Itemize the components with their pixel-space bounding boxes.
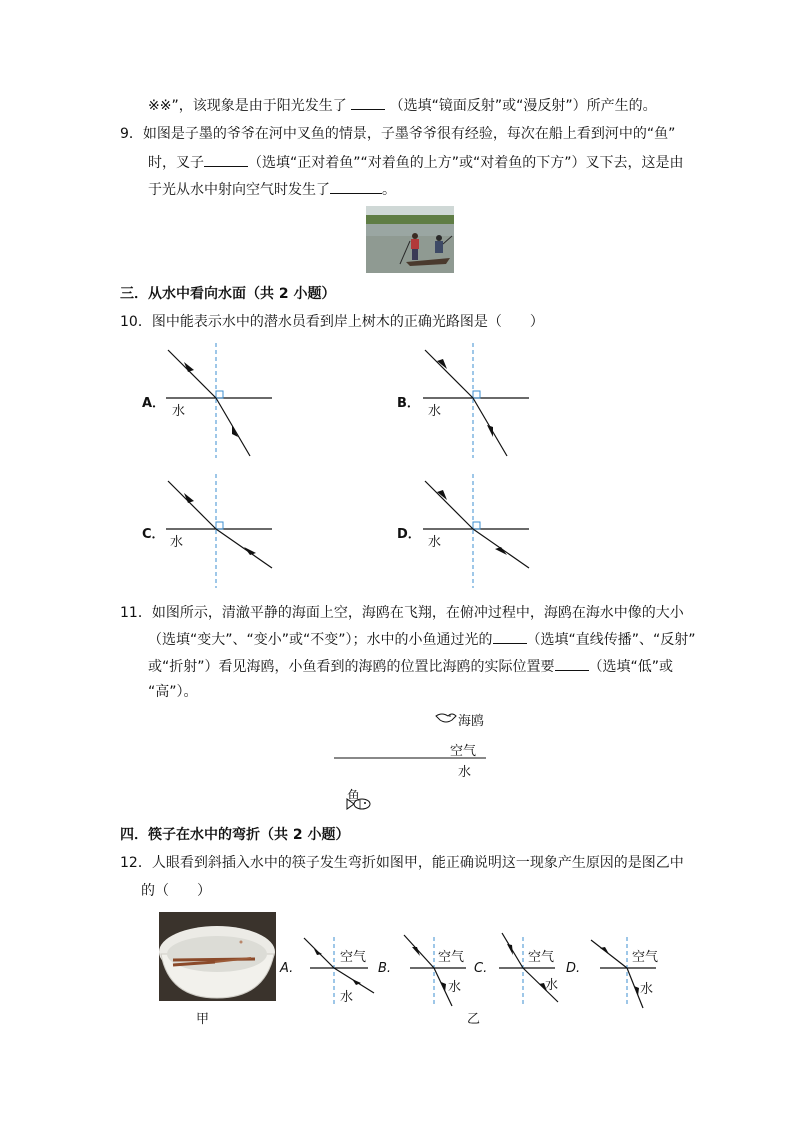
q10-option-c-label[interactable]: C． <box>142 527 165 542</box>
q12-b-water-label: 水 <box>448 980 462 995</box>
q12-c-water-label: 水 <box>545 978 559 993</box>
q11-line-4: “高”）。 <box>148 684 198 700</box>
q11-air-label: 空气 <box>450 744 477 759</box>
q10-option-d-label[interactable]: D． <box>397 527 421 542</box>
q12-d-water-label: 水 <box>640 982 654 997</box>
q12-c-air-label: 空气 <box>528 950 555 965</box>
q12-line-1: 12．人眼看到斜插入水中的筷子发生弯折如图甲，能正确说明这一现象产生原因的是图乙中 <box>120 855 684 871</box>
q12-b-air-label: 空气 <box>438 950 465 965</box>
q12-figure-jia-caption: 甲 <box>196 1012 210 1027</box>
q12-figure-yi-caption: 乙 <box>467 1012 481 1027</box>
q10-d-water-label: 水 <box>428 535 442 550</box>
section-4-title: 四．筷子在水中的弯折（共 2 小题） <box>120 827 350 843</box>
q11-water-label: 水 <box>458 765 472 780</box>
q12-option-c-label[interactable]: C. <box>474 961 488 976</box>
q11-line-1: 11．如图所示，清澈平静的海面上空，海鸥在飞翔，在俯冲过程中，海鸥在海水中像的大小 <box>120 605 684 621</box>
q10-b-water-label: 水 <box>428 404 442 419</box>
q12-a-water-label: 水 <box>340 990 354 1005</box>
q11-line-2-start: （选填“变大”、“变小”或“不变”）；水中的小鱼通过光的 <box>148 632 493 648</box>
q10-option-a-label[interactable]: A． <box>142 396 166 411</box>
q8-tail-text: ※※”，该现象是由于阳光发生了 <box>148 98 347 114</box>
q10-option-b-label[interactable]: B． <box>397 396 420 411</box>
q11-fish-label: 鱼 <box>347 789 361 804</box>
q12-option-b-label[interactable]: B. <box>378 961 392 976</box>
q11-line-3-start: 或“折射”）看见海鸥，小鱼看到的海鸥的位置比海鸥的实际位置要 <box>148 659 555 675</box>
q12-option-d-label[interactable]: D. <box>566 961 581 976</box>
q11-gull-label: 海鸥 <box>458 714 485 729</box>
section-3-title: 三．从水中看向水面（共 2 小题） <box>120 286 336 302</box>
q12-a-air-label: 空气 <box>340 950 367 965</box>
q9-line-3-start: 于光从水中射向空气时发生了 <box>148 182 330 198</box>
q9-line-2-start: 时，叉子 <box>148 155 204 171</box>
q10-c-water-label: 水 <box>170 535 184 550</box>
q10-question: 10．图中能表示水中的潜水员看到岸上树木的正确光路图是（ ） <box>120 314 544 330</box>
q12-line-2: 的（ ） <box>141 883 211 899</box>
q9-line-1: 9．如图是子墨的爷爷在河中叉鱼的情景，子墨爷爷很有经验，每次在船上看到河中的“鱼” <box>120 126 676 142</box>
q9-line-2-end: （选填“正对着鱼”“对着鱼的上方”或“对着鱼的下方”）叉下去，这是由 <box>248 155 684 171</box>
q12-diagram-c <box>499 933 558 1006</box>
q12-d-air-label: 空气 <box>632 950 659 965</box>
q12-option-a-label[interactable]: A. <box>280 961 294 976</box>
q9-line-3-end: 。 <box>382 182 396 198</box>
q10-a-water-label: 水 <box>172 404 186 419</box>
q11-line-3-end: （选填“低”或 <box>588 659 674 675</box>
q8-tail-suffix: （选填“镜面反射”或“漫反射”）所产生的。 <box>389 98 657 114</box>
q11-line-2-end: （选填“直线传播”、“反射” <box>526 632 696 648</box>
